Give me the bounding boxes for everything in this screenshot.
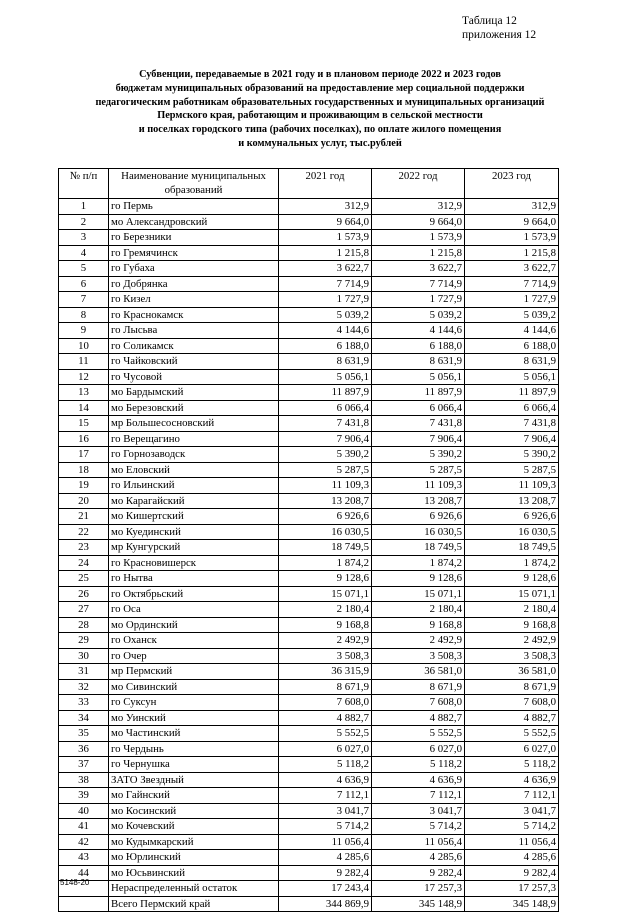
table-row (59, 881, 559, 897)
value-2023: 3 508,3 (465, 648, 559, 664)
value-2022: 6 066,4 (372, 400, 465, 416)
row-number: 3 (59, 230, 109, 246)
row-number: 19 (59, 478, 109, 494)
value-2022: 9 128,6 (372, 571, 465, 587)
value-2021: 5 039,2 (279, 307, 372, 323)
value-2022: 13 208,7 (372, 493, 465, 509)
value-2022: 6 027,0 (372, 741, 465, 757)
value-2022: 5 714,2 (372, 819, 465, 835)
row-number: 35 (59, 726, 109, 742)
value-2022: 4 144,6 (372, 323, 465, 339)
title-line: и коммунальных услуг, тыс.рублей (238, 137, 402, 149)
value-2021: 6 027,0 (279, 741, 372, 757)
value-2023: 7 608,0 (465, 695, 559, 711)
value-2022: 312,9 (372, 199, 465, 215)
row-number: 7 (59, 292, 109, 308)
value-2023: 6 027,0 (465, 741, 559, 757)
value-2023: 11 109,3 (465, 478, 559, 494)
value-2022: 7 714,9 (372, 276, 465, 292)
municipality-name: го Чердынь (109, 741, 279, 757)
value-2023: 1 727,9 (465, 292, 559, 308)
value-2023: 4 636,9 (465, 772, 559, 788)
municipality-name: го Кизел (109, 292, 279, 308)
value-2022: 4 636,9 (372, 772, 465, 788)
value-2023: 8 671,9 (465, 679, 559, 695)
value-2021: 3 508,3 (279, 648, 372, 664)
value-2021: 2 180,4 (279, 602, 372, 618)
row-number: 25 (59, 571, 109, 587)
table-row (59, 865, 559, 881)
value-2021: 7 112,1 (279, 788, 372, 804)
value-2022: 6 188,0 (372, 338, 465, 354)
row-number: 8 (59, 307, 109, 323)
municipality-name: го Добрянка (109, 276, 279, 292)
municipality-name: мр Кунгурский (109, 540, 279, 556)
row-number: 18 (59, 462, 109, 478)
value-2023: 1 874,2 (465, 555, 559, 571)
municipality-name: мо Александровский (109, 214, 279, 230)
row-number: 9 (59, 323, 109, 339)
value-2021: 1 727,9 (279, 292, 372, 308)
value-2023: 8 631,9 (465, 354, 559, 370)
value-2022: 1 727,9 (372, 292, 465, 308)
value-2022: 5 118,2 (372, 757, 465, 773)
value-2022: 2 492,9 (372, 633, 465, 649)
value-2021: 6 066,4 (279, 400, 372, 416)
row-number: 23 (59, 540, 109, 556)
value-2023: 9 282,4 (465, 865, 559, 881)
row-number: 20 (59, 493, 109, 509)
municipality-name: го Чайковский (109, 354, 279, 370)
value-2022: 4 882,7 (372, 710, 465, 726)
table-row (59, 214, 559, 230)
value-2022: 8 631,9 (372, 354, 465, 370)
value-2023: 3 622,7 (465, 261, 559, 277)
value-2022: 4 285,6 (372, 850, 465, 866)
value-2022: 17 257,3 (372, 881, 465, 897)
value-2023: 17 257,3 (465, 881, 559, 897)
value-2023: 7 906,4 (465, 431, 559, 447)
value-2021: 9 664,0 (279, 214, 372, 230)
value-2022: 16 030,5 (372, 524, 465, 540)
value-2022: 5 039,2 (372, 307, 465, 323)
table-row (59, 648, 559, 664)
value-2022: 7 431,8 (372, 416, 465, 432)
value-2023: 4 285,6 (465, 850, 559, 866)
table-row (59, 245, 559, 261)
header-number: № п/п (59, 169, 109, 199)
municipality-name: го Оханск (109, 633, 279, 649)
value-2023: 7 714,9 (465, 276, 559, 292)
value-2021: 16 030,5 (279, 524, 372, 540)
table-row (59, 586, 559, 602)
row-number (59, 896, 109, 912)
value-2021: 1 874,2 (279, 555, 372, 571)
value-2021: 3 041,7 (279, 803, 372, 819)
municipality-name: го Чернушка (109, 757, 279, 773)
row-number: 13 (59, 385, 109, 401)
row-number: 16 (59, 431, 109, 447)
value-2023: 4 144,6 (465, 323, 559, 339)
row-number: 30 (59, 648, 109, 664)
value-2023: 5 390,2 (465, 447, 559, 463)
municipality-name: го Очер (109, 648, 279, 664)
municipality-name: го Лысьва (109, 323, 279, 339)
header-municipality: Наименование муниципальных образований (109, 169, 279, 199)
title-line: и поселках городского типа (рабочих поселках), по оплате жилого помещения (138, 124, 502, 136)
value-2023: 5 118,2 (465, 757, 559, 773)
value-2021: 312,9 (279, 199, 372, 215)
value-2023: 9 128,6 (465, 571, 559, 587)
municipality-name: го Суксун (109, 695, 279, 711)
value-2023: 18 749,5 (465, 540, 559, 556)
table-row (59, 524, 559, 540)
value-2021: 7 906,4 (279, 431, 372, 447)
table-row (59, 230, 559, 246)
table-row (59, 385, 559, 401)
value-2023: 5 039,2 (465, 307, 559, 323)
row-number: 11 (59, 354, 109, 370)
table-row (59, 695, 559, 711)
table-row (59, 400, 559, 416)
row-number: 29 (59, 633, 109, 649)
table-row (59, 199, 559, 215)
value-2022: 15 071,1 (372, 586, 465, 602)
header-2023: 2023 год (465, 169, 559, 199)
value-2021: 7 714,9 (279, 276, 372, 292)
row-number: 32 (59, 679, 109, 695)
row-number: 26 (59, 586, 109, 602)
value-2022: 3 508,3 (372, 648, 465, 664)
value-2022: 7 906,4 (372, 431, 465, 447)
table-row (59, 772, 559, 788)
caption-table-number: Таблица 12 (462, 15, 517, 27)
municipality-name: мо Юсьвинский (109, 865, 279, 881)
value-2021: 13 208,7 (279, 493, 372, 509)
municipality-name: мо Бардымский (109, 385, 279, 401)
municipality-name: мо Еловский (109, 462, 279, 478)
row-number: 2 (59, 214, 109, 230)
value-2021: 4 144,6 (279, 323, 372, 339)
value-2021: 1 215,8 (279, 245, 372, 261)
table-row (59, 369, 559, 385)
municipality-name: ЗАТО Звездный (109, 772, 279, 788)
value-2022: 7 112,1 (372, 788, 465, 804)
table-row (59, 478, 559, 494)
header-2022: 2022 год (372, 169, 465, 199)
value-2022: 1 215,8 (372, 245, 465, 261)
value-2023: 36 581,0 (465, 664, 559, 680)
row-number: 1 (59, 199, 109, 215)
municipality-name: го Пермь (109, 199, 279, 215)
value-2021: 3 622,7 (279, 261, 372, 277)
table-row (59, 602, 559, 618)
row-number: 22 (59, 524, 109, 540)
municipality-name: мо Гайнский (109, 788, 279, 804)
value-2023: 5 056,1 (465, 369, 559, 385)
row-number: 40 (59, 803, 109, 819)
value-2022: 36 581,0 (372, 664, 465, 680)
row-number: 5 (59, 261, 109, 277)
table-row (59, 757, 559, 773)
value-2021: 5 056,1 (279, 369, 372, 385)
municipality-name: го Нытва (109, 571, 279, 587)
value-2022: 6 926,6 (372, 509, 465, 525)
value-2023: 6 926,6 (465, 509, 559, 525)
row-number: 17 (59, 447, 109, 463)
municipality-name: го Оса (109, 602, 279, 618)
table-row (59, 338, 559, 354)
table-row (59, 679, 559, 695)
row-number: 4 (59, 245, 109, 261)
value-2023: 1 573,9 (465, 230, 559, 246)
municipality-name: мо Сивинский (109, 679, 279, 695)
table-row (59, 354, 559, 370)
value-2023: 5 552,5 (465, 726, 559, 742)
value-2021: 7 608,0 (279, 695, 372, 711)
row-number: 10 (59, 338, 109, 354)
value-2022: 3 622,7 (372, 261, 465, 277)
value-2022: 345 148,9 (372, 896, 465, 912)
value-2021: 5 118,2 (279, 757, 372, 773)
municipality-name: го Верещагино (109, 431, 279, 447)
caption-appendix: приложения 12 (462, 29, 537, 41)
value-2021: 18 749,5 (279, 540, 372, 556)
municipality-name: Нераспределенный остаток (109, 881, 279, 897)
value-2021: 5 287,5 (279, 462, 372, 478)
table-row (59, 571, 559, 587)
row-number: 34 (59, 710, 109, 726)
row-number: 41 (59, 819, 109, 835)
table-row (59, 540, 559, 556)
table-row (59, 447, 559, 463)
table-row (59, 664, 559, 680)
table-row (59, 896, 559, 912)
municipality-name: мо Ординский (109, 617, 279, 633)
municipality-name: го Гремячинск (109, 245, 279, 261)
table-row (59, 834, 559, 850)
value-2021: 344 869,9 (279, 896, 372, 912)
table-row (59, 323, 559, 339)
municipality-name: мр Пермский (109, 664, 279, 680)
value-2021: 8 671,9 (279, 679, 372, 695)
value-2023: 9 168,8 (465, 617, 559, 633)
row-number: 37 (59, 757, 109, 773)
value-2023: 13 208,7 (465, 493, 559, 509)
municipality-name: мо Юрлинский (109, 850, 279, 866)
value-2022: 18 749,5 (372, 540, 465, 556)
table-row (59, 633, 559, 649)
value-2022: 9 664,0 (372, 214, 465, 230)
row-number: 38 (59, 772, 109, 788)
table-row (59, 819, 559, 835)
row-number: 28 (59, 617, 109, 633)
value-2021: 9 282,4 (279, 865, 372, 881)
value-2023: 5 714,2 (465, 819, 559, 835)
value-2023: 312,9 (465, 199, 559, 215)
table-row (59, 617, 559, 633)
value-2023: 5 287,5 (465, 462, 559, 478)
table-row (59, 276, 559, 292)
municipality-name: го Чусовой (109, 369, 279, 385)
value-2021: 9 128,6 (279, 571, 372, 587)
value-2023: 11 056,4 (465, 834, 559, 850)
row-number: 39 (59, 788, 109, 804)
value-2021: 5 714,2 (279, 819, 372, 835)
table-body (59, 199, 559, 912)
value-2023: 16 030,5 (465, 524, 559, 540)
value-2021: 5 390,2 (279, 447, 372, 463)
municipality-name: го Горнозаводск (109, 447, 279, 463)
row-number: 33 (59, 695, 109, 711)
value-2022: 7 608,0 (372, 695, 465, 711)
value-2021: 17 243,4 (279, 881, 372, 897)
municipality-name: Всего Пермский край (109, 896, 279, 912)
row-number: 43 (59, 850, 109, 866)
value-2021: 2 492,9 (279, 633, 372, 649)
row-number: 44 (59, 865, 109, 881)
value-2023: 4 882,7 (465, 710, 559, 726)
value-2021: 5 552,5 (279, 726, 372, 742)
row-number: 36 (59, 741, 109, 757)
value-2021: 1 573,9 (279, 230, 372, 246)
row-number: 27 (59, 602, 109, 618)
value-2021: 36 315,9 (279, 664, 372, 680)
table-row (59, 431, 559, 447)
table-row (59, 292, 559, 308)
municipality-name: го Губаха (109, 261, 279, 277)
table-row (59, 261, 559, 277)
municipality-name: го Октябрьский (109, 586, 279, 602)
value-2021: 6 926,6 (279, 509, 372, 525)
row-number: 12 (59, 369, 109, 385)
municipality-name: мр Большесосновский (109, 416, 279, 432)
title-line: бюджетам муниципальных образований на предоставление мер социальной поддержки (115, 82, 525, 94)
municipality-name: мо Уинский (109, 710, 279, 726)
title-line: Субвенции, передаваемые в 2021 году и в плановом периоде 2022 и 2023 годов (139, 69, 501, 80)
value-2023: 7 112,1 (465, 788, 559, 804)
table-row (59, 509, 559, 525)
document-code: 5148-20 (60, 878, 90, 887)
row-number: 14 (59, 400, 109, 416)
table-row (59, 416, 559, 432)
value-2023: 9 664,0 (465, 214, 559, 230)
value-2023: 2 492,9 (465, 633, 559, 649)
table-row (59, 555, 559, 571)
table-header-row (59, 169, 559, 199)
value-2023: 6 066,4 (465, 400, 559, 416)
value-2021: 11 897,9 (279, 385, 372, 401)
value-2023: 345 148,9 (465, 896, 559, 912)
row-number: 6 (59, 276, 109, 292)
municipality-name: мо Косинский (109, 803, 279, 819)
municipality-name: мо Кудымкарский (109, 834, 279, 850)
row-number: 31 (59, 664, 109, 680)
municipality-name: мо Кочевский (109, 819, 279, 835)
table-row (59, 307, 559, 323)
value-2021: 7 431,8 (279, 416, 372, 432)
value-2023: 15 071,1 (465, 586, 559, 602)
value-2022: 11 897,9 (372, 385, 465, 401)
municipality-name: го Красновишерск (109, 555, 279, 571)
table-row (59, 726, 559, 742)
municipality-name: го Краснокамск (109, 307, 279, 323)
value-2022: 1 573,9 (372, 230, 465, 246)
table-row (59, 788, 559, 804)
table-row (59, 803, 559, 819)
value-2022: 3 041,7 (372, 803, 465, 819)
municipality-name: го Березники (109, 230, 279, 246)
table-row (59, 462, 559, 478)
row-number: 24 (59, 555, 109, 571)
municipality-name: мо Частинский (109, 726, 279, 742)
header-2021: 2021 год (279, 169, 372, 199)
table-row (59, 710, 559, 726)
value-2022: 5 056,1 (372, 369, 465, 385)
title-line: педагогическим работникам образовательных государственных и муниципальных организаций (95, 96, 545, 108)
value-2022: 5 390,2 (372, 447, 465, 463)
subsidies-table (58, 168, 559, 912)
municipality-name: мо Карагайский (109, 493, 279, 509)
table-caption (462, 14, 536, 42)
municipality-name: мо Кишертский (109, 509, 279, 525)
value-2021: 4 882,7 (279, 710, 372, 726)
table-row (59, 741, 559, 757)
municipality-name: го Соликамск (109, 338, 279, 354)
value-2021: 4 285,6 (279, 850, 372, 866)
value-2022: 11 056,4 (372, 834, 465, 850)
value-2022: 1 874,2 (372, 555, 465, 571)
value-2023: 3 041,7 (465, 803, 559, 819)
value-2023: 7 431,8 (465, 416, 559, 432)
value-2022: 8 671,9 (372, 679, 465, 695)
value-2023: 11 897,9 (465, 385, 559, 401)
municipality-name: го Ильинский (109, 478, 279, 494)
value-2023: 6 188,0 (465, 338, 559, 354)
value-2021: 8 631,9 (279, 354, 372, 370)
value-2022: 9 168,8 (372, 617, 465, 633)
value-2022: 2 180,4 (372, 602, 465, 618)
value-2021: 6 188,0 (279, 338, 372, 354)
value-2023: 2 180,4 (465, 602, 559, 618)
value-2022: 5 552,5 (372, 726, 465, 742)
value-2022: 5 287,5 (372, 462, 465, 478)
municipality-name: мо Куединский (109, 524, 279, 540)
document-title (60, 68, 580, 151)
value-2022: 11 109,3 (372, 478, 465, 494)
table-row (59, 850, 559, 866)
table-row (59, 493, 559, 509)
value-2022: 9 282,4 (372, 865, 465, 881)
value-2021: 11 109,3 (279, 478, 372, 494)
row-number: 42 (59, 834, 109, 850)
row-number: 15 (59, 416, 109, 432)
value-2021: 4 636,9 (279, 772, 372, 788)
value-2021: 9 168,8 (279, 617, 372, 633)
title-line: Пермского края, работающим и проживающим в сельской местности (157, 110, 483, 122)
municipality-name: мо Березовский (109, 400, 279, 416)
row-number: 21 (59, 509, 109, 525)
value-2023: 1 215,8 (465, 245, 559, 261)
value-2021: 11 056,4 (279, 834, 372, 850)
value-2021: 15 071,1 (279, 586, 372, 602)
